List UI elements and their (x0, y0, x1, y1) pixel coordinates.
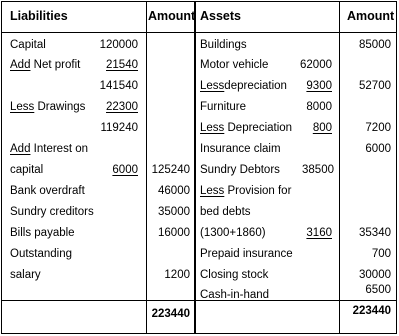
drawings-label: Drawings (37, 101, 86, 113)
interest-value: 6000 (112, 164, 138, 176)
furniture-amount: 7200 (365, 122, 391, 134)
add-prefix: Add (10, 59, 31, 71)
insurance-claim-label: Insurance claim (200, 143, 281, 155)
provision-calc-label: (1300+1860) (200, 227, 266, 239)
insurance-claim-amount: 6000 (365, 143, 391, 155)
motor-vehicle-amount: 52700 (359, 80, 391, 92)
net-profit-label: Net profit (33, 59, 81, 71)
furniture-label: Furniture (200, 101, 247, 113)
provision-label: Provision for (227, 185, 292, 197)
sundry-debtors-label: Sundry Debtors (200, 164, 280, 176)
less-prefix: Less (200, 80, 225, 92)
total-divider (2, 300, 396, 301)
bank-overdraft-amount: 46000 (158, 185, 190, 197)
sundry-debtors-amount: 35340 (359, 227, 391, 239)
closing-stock-amount: 30000 (359, 269, 391, 281)
header-divider (2, 32, 396, 33)
bank-overdraft-label: Bank overdraft (10, 185, 85, 197)
less-drawings (10, 101, 85, 113)
provision-value: 3160 (306, 227, 332, 239)
bed-debts-label: bed debts (200, 206, 251, 218)
bills-payable-amount: 16000 (158, 227, 190, 239)
interest-label: Interest on (33, 143, 89, 155)
cash-in-hand-label: Cash-in-hand (200, 289, 270, 301)
add-prefix: Add (10, 143, 31, 155)
liabilities-header: Liabilities (10, 9, 68, 23)
center-divider (194, 2, 196, 333)
buildings-label: Buildings (200, 39, 247, 51)
prepaid-insurance-label: Prepaid insurance (200, 248, 293, 260)
depreciation-label: Depreciation (227, 122, 293, 134)
outstanding-label: Outstanding (10, 248, 73, 260)
capital-value: 120000 (99, 39, 138, 51)
capital-amount: 125240 (151, 164, 190, 176)
capital-label: Capital (10, 39, 46, 51)
less-depreciation (200, 80, 287, 92)
assets-total: 223440 (352, 305, 391, 317)
cash-in-hand-amount: 6500 (365, 284, 391, 296)
add-net-profit (10, 59, 80, 71)
buildings-amount: 85000 (359, 39, 391, 51)
less-prefix: Less (200, 122, 225, 134)
column-divider (339, 2, 340, 333)
salary-amount: 1200 (164, 269, 190, 281)
bills-payable-label: Bills payable (10, 227, 75, 239)
add-interest (10, 143, 88, 155)
less-provision (200, 185, 291, 197)
liabilities-total: 223440 (151, 308, 190, 320)
sundry-creditors-amount: 35000 (158, 206, 190, 218)
less-depreciation (200, 122, 292, 134)
sundry-creditors-label: Sundry creditors (10, 206, 94, 218)
subtotal-value: 141540 (99, 80, 138, 92)
interest-capital-label: capital (10, 164, 44, 176)
prepaid-insurance-amount: 700 (371, 248, 391, 260)
assets-header: Assets (200, 9, 241, 23)
motor-vehicle-label: Motor vehicle (200, 59, 269, 71)
depreciation-label: depreciation (224, 80, 287, 92)
column-divider (146, 2, 147, 333)
balance-sheet (1, 1, 397, 334)
salary-label: salary (10, 269, 41, 281)
sundry-debtors-value: 38500 (302, 164, 334, 176)
depreciation-value: 9300 (306, 80, 332, 92)
amount-header-right: Amount (347, 9, 395, 23)
depreciation-value: 800 (312, 122, 332, 134)
net-profit-value: 21540 (106, 59, 138, 71)
motor-vehicle-value: 62000 (300, 59, 332, 71)
furniture-value: 8000 (306, 101, 332, 113)
closing-stock-label: Closing stock (200, 269, 269, 281)
less-prefix: Less (200, 185, 225, 197)
amount-header-left: Amount (148, 9, 196, 23)
subtotal-value: 119240 (100, 122, 138, 134)
drawings-value: 22300 (106, 101, 138, 113)
less-prefix: Less (10, 101, 35, 113)
